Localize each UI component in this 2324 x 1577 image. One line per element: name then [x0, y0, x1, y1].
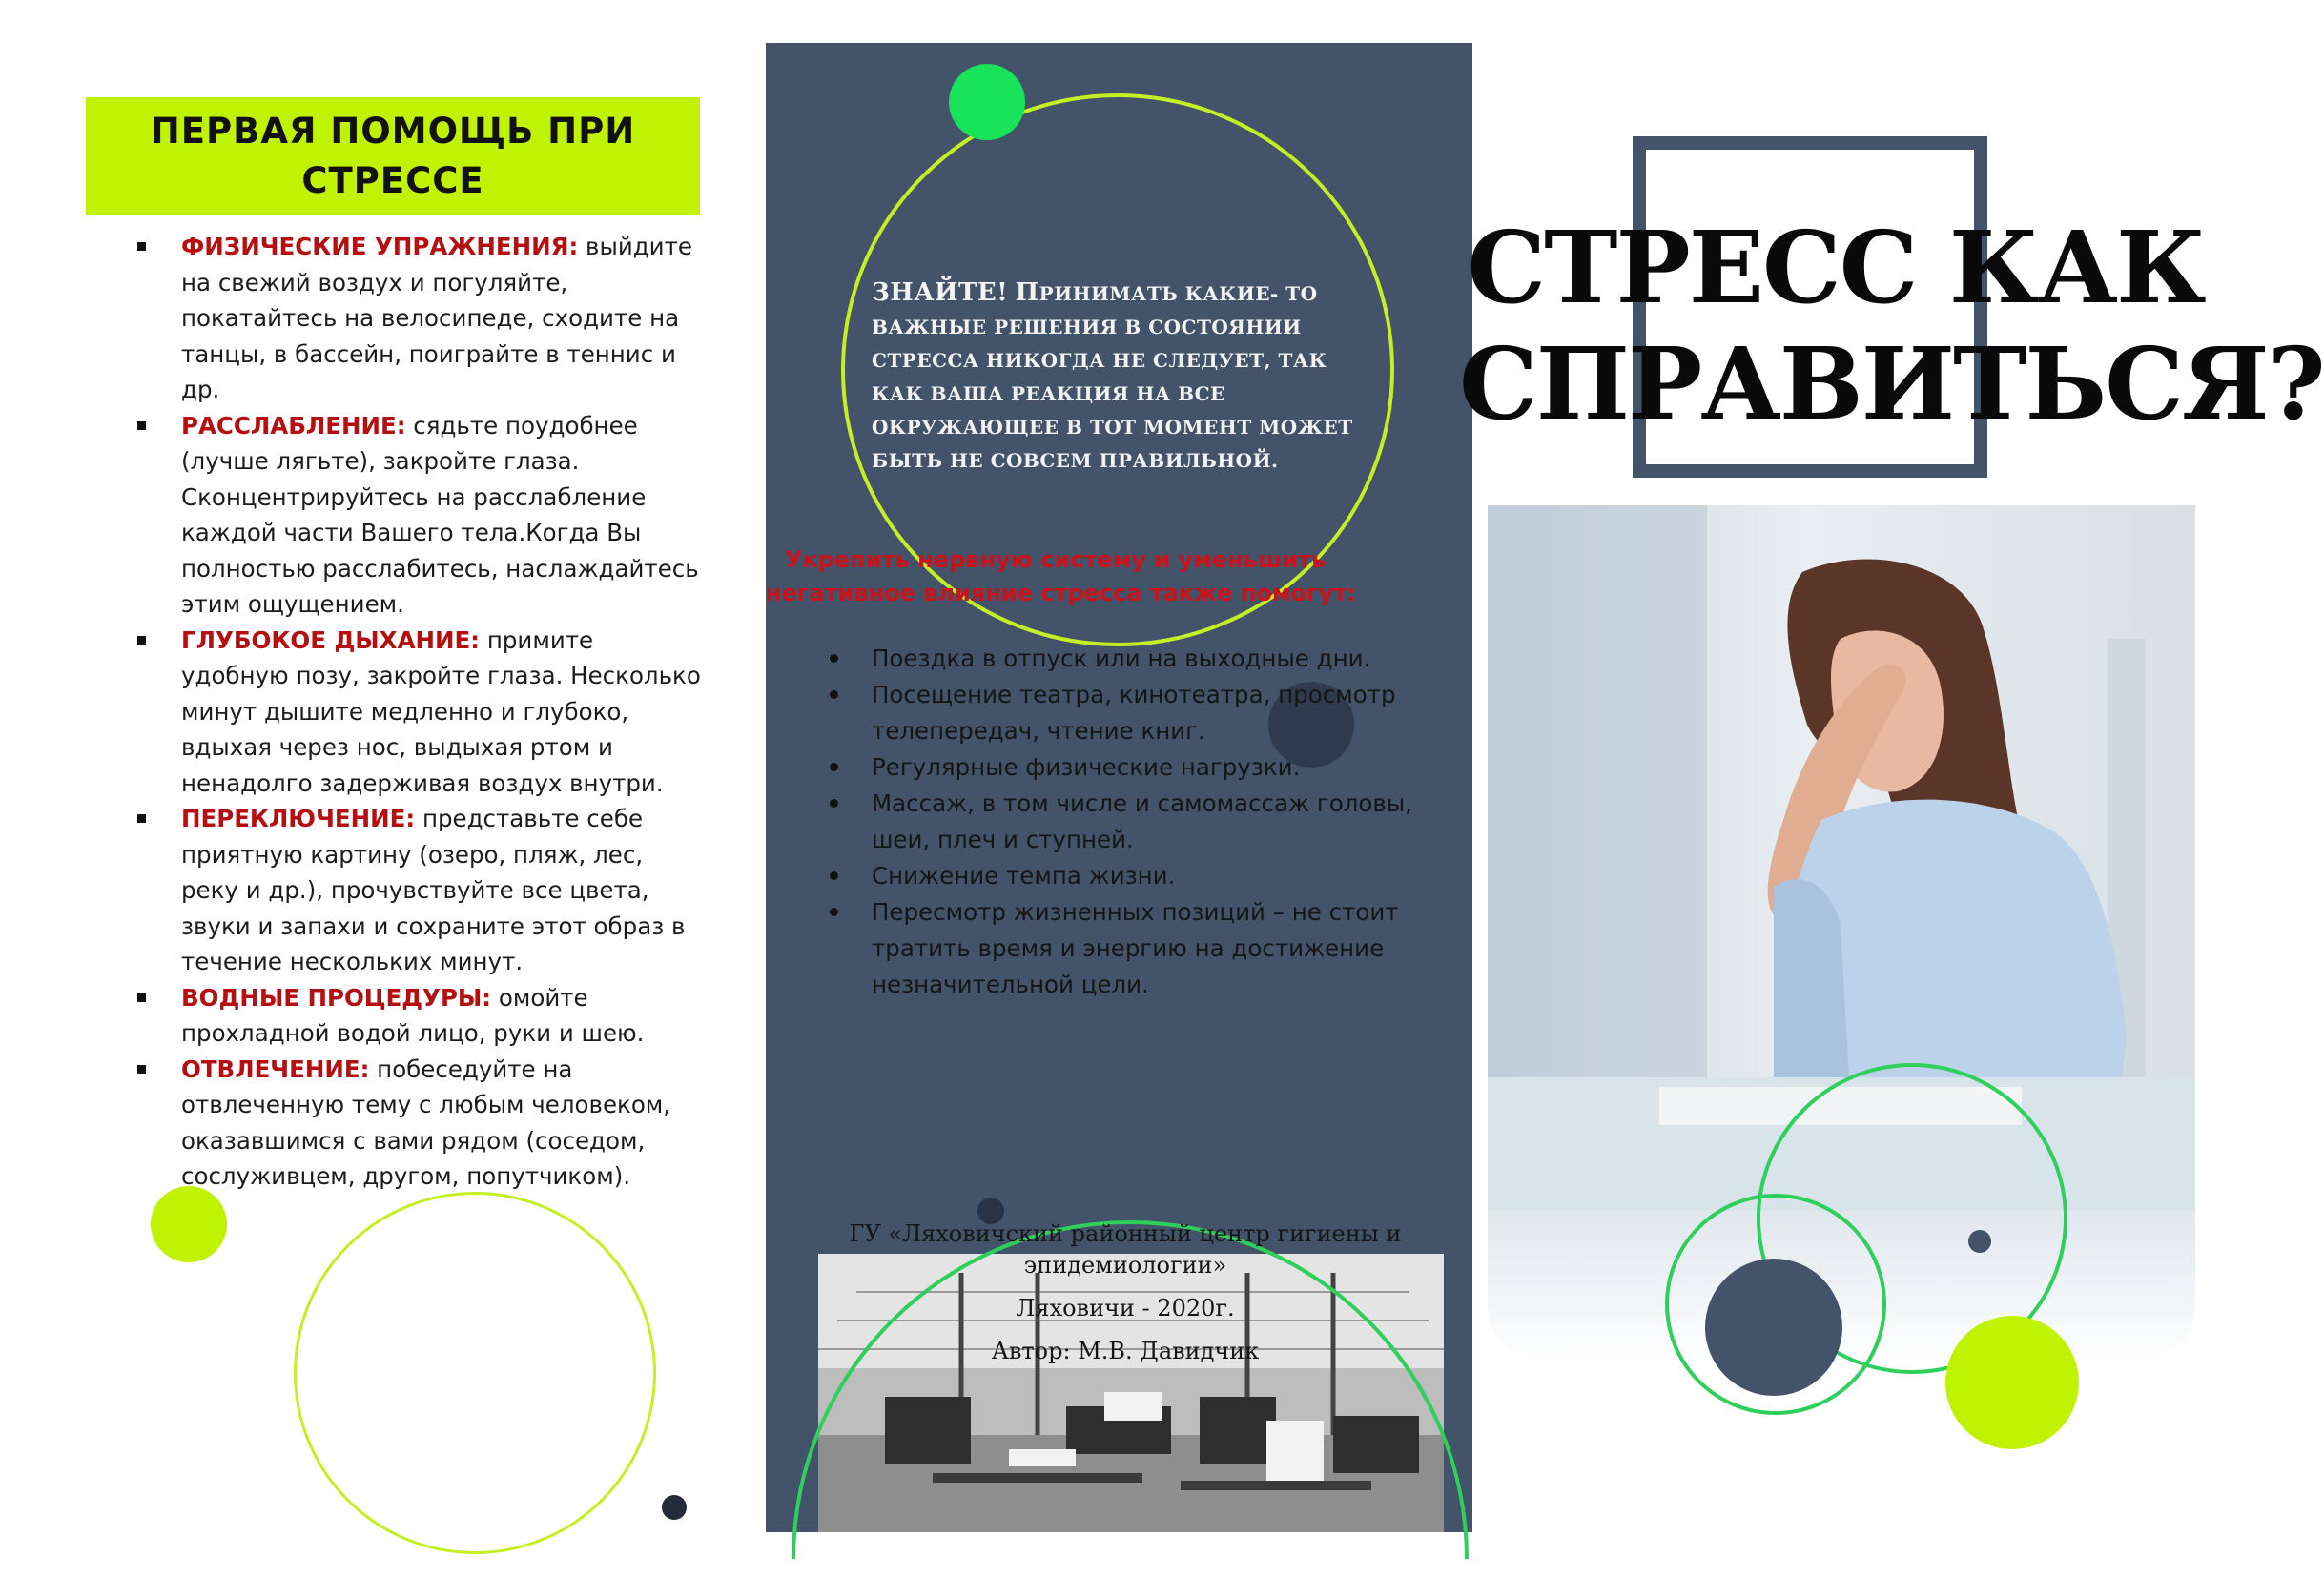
title-question-mark: ? [2267, 325, 2324, 442]
list-item [134, 229, 706, 408]
first-aid-heading: ПЕРВАЯ ПОМОЩЬ ПРИ СТРЕССЕ [150, 111, 636, 201]
tip-text: омойте прохладной водой лицо, руки и шею. [181, 983, 645, 1047]
list-item [134, 980, 706, 1052]
list-item: Пересмотр жизненных позиций – не стоит тратить время и энергию на достижение незначительной цели. [830, 894, 1440, 1003]
list-item: Поездка в отпуск или на выходные дни. [830, 641, 1440, 677]
tip-title: ВОДНЫЕ ПРОЦЕДУРЫ: [181, 983, 492, 1012]
notice-text [872, 276, 1368, 478]
title-line-2-text: СПРАВИТЬСЯ [1459, 325, 2268, 442]
list-item: Регулярные физические нагрузки. [830, 749, 1440, 786]
city-year: Ляховичи - 2020г. [1016, 1295, 1235, 1321]
slate-dot-decoration [662, 1495, 687, 1520]
author-line: Автор: М.В. Давидчик [991, 1338, 1260, 1364]
tip-title: ОТВЛЕЧЕНИЕ: [181, 1055, 370, 1083]
list-item: Массаж, в том числе и самомассаж головы, шеи, плеч и ступней. [830, 786, 1440, 858]
list-item: Посещение театра, кинотеатра, просмотр телепередач, чтение книг. [830, 677, 1440, 749]
notice-lead: ЗНАЙТЕ! [872, 278, 1009, 307]
slate-dot-decoration [1968, 1230, 1991, 1253]
list-item: Снижение темпа жизни. [830, 858, 1440, 894]
notice-body: РИНИМАТЬ КАКИЕ- ТО ВАЖНЫЕ РЕШЕНИЯ В СОСТОЯНИИ СТРЕССА НИКОГДА НЕ СЛЕДУЕТ, ТАК КАК ВАША РЕАКЦИЯ НА ВСЕ ОКРУЖАЮЩЕЕ В ТОТ МОМЕНТ МОЖЕТ БЫТЬ НЕ СОВСЕМ ПРАВИЛЬНОЙ. [872, 282, 1353, 472]
lime-dot-decoration [1945, 1316, 2079, 1449]
tip-title: РАССЛАБЛЕНИЕ: [181, 411, 406, 440]
lime-dot-decoration [151, 1186, 227, 1262]
notice-first-letter: П [1015, 278, 1039, 307]
first-aid-tips-list [134, 229, 706, 1195]
tip-text: примите удобную позу, закройте глаза. Несколько минут дышите медленно и глубоко, вдыхая через нос, выдыхая ртом и ненадолго задерживая воздух внутри. [181, 625, 701, 797]
green-dot-decoration [949, 64, 1025, 140]
main-title [1459, 209, 2324, 442]
tip-text: побеседуйте на отвлеченную тему с любым человеком, оказавшимся с вами рядом (соседом, сослуживцем, другом, попутчиком). [181, 1055, 671, 1190]
tip-text: представьте себе приятную картину (озеро, пляж, лес, реку и др.), прочувствуйте все цвета, звуки и запахи и сохраните этот образ в течение нескольких минут. [181, 805, 686, 975]
tip-title: ФИЗИЧЕСКИЕ УПРАЖНЕНИЯ: [181, 233, 579, 260]
tip-text: сядьте поудобнее (лучше лягьте), закройте глаза. Сконцентрируйтесь на расслабление каждой части Вашего тела.Когда Вы полностью расслабитесь, наслаждайтесь этим ощущением. [181, 411, 699, 618]
list-item [134, 801, 706, 980]
list-item [134, 408, 706, 623]
first-aid-header [86, 97, 700, 215]
list-item [134, 1052, 706, 1195]
tip-text: выйдите на свежий воздух и погуляйте, покатайтесь на велосипеде, сходите на танцы, в бассейн, поиграйте в теннис и др. [181, 233, 692, 403]
organization-name: ГУ «Ляховичский районный центр гигиены и эпидемиологии» [849, 1220, 1402, 1279]
slate-dot-decoration [1705, 1259, 1842, 1396]
helps-list [830, 641, 1440, 1003]
title-line-2 [1459, 325, 2324, 442]
title-line-1: СТРЕСС КАК [1467, 209, 2205, 326]
list-item [134, 623, 706, 802]
lime-ring-decoration [294, 1192, 656, 1554]
tip-title: ГЛУБОКОЕ ДЫХАНИЕ: [181, 625, 481, 654]
strengthen-heading: Укрепить нервную систему и уменьшить негативное влияние стресса также помогут: [766, 546, 1356, 606]
brochure-footer [811, 1219, 1440, 1379]
tip-title: ПЕРЕКЛЮЧЕНИЕ: [181, 805, 416, 832]
